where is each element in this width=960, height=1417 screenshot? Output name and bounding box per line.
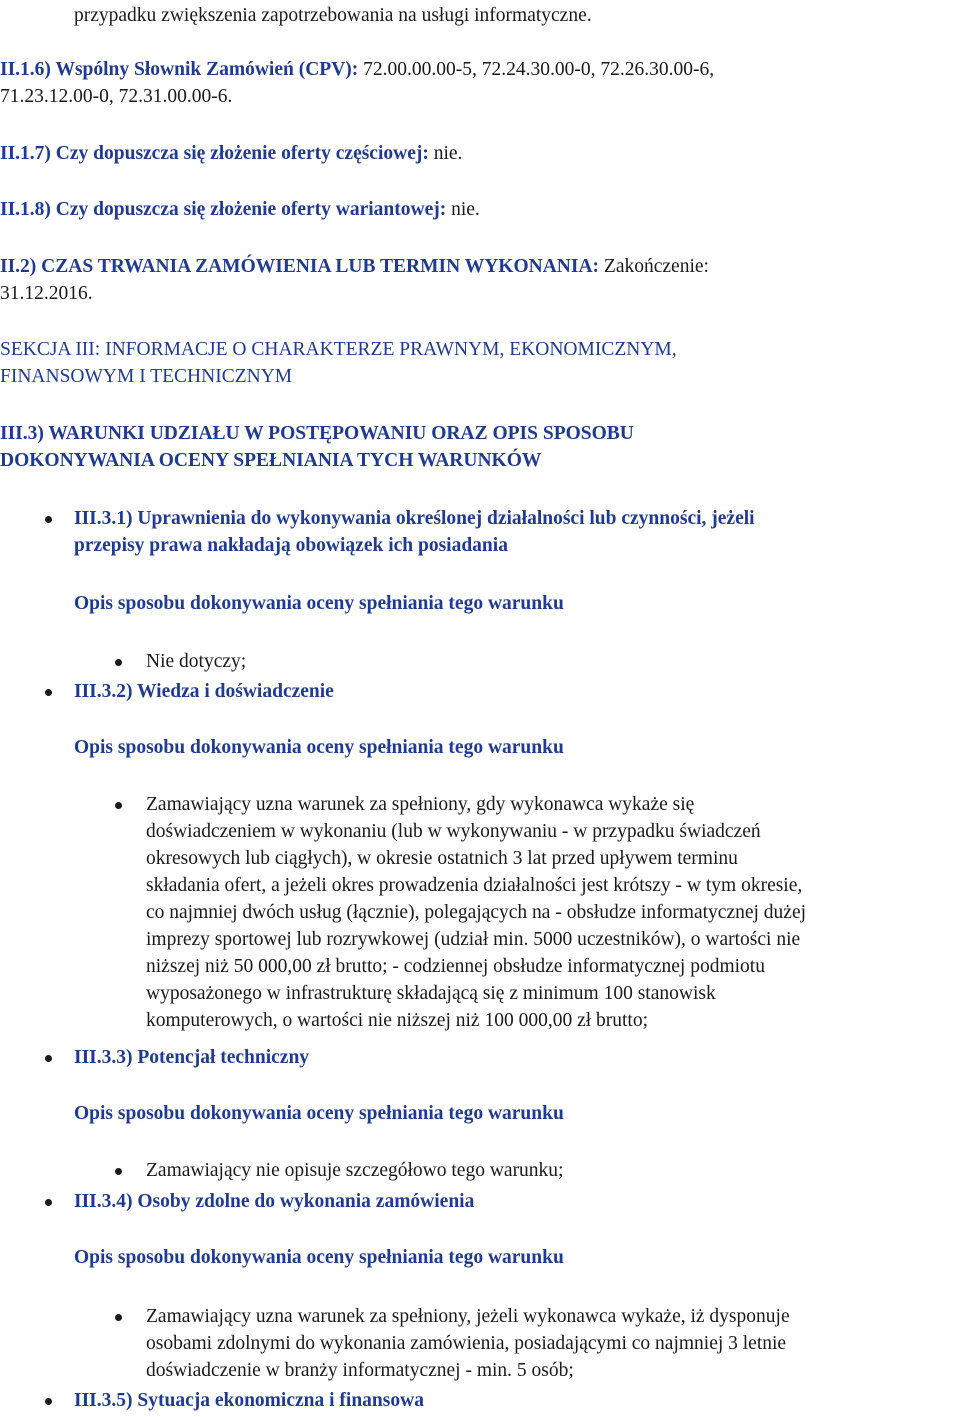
item-heading-5	[74, 1387, 960, 1414]
subsection-title-text-1: III.3) WARUNKI UDZIAŁU W POSTĘPOWANIU ORAZ OPIS SPOSOBU	[0, 423, 634, 444]
item-heading-text: III.3.5) Sytuacja ekonomiczna i finansowa	[74, 1390, 424, 1411]
bullet-icon	[115, 659, 122, 666]
bullet-icon	[45, 1199, 52, 1206]
item-body-4	[146, 1303, 960, 1384]
section-title-text-1: SEKCJA III: INFORMACJE O CHARAKTERZE PRAWNYM, EKONOMICZNYM,	[0, 339, 677, 360]
item-opis-3	[74, 1100, 960, 1127]
item-heading-4	[74, 1188, 960, 1215]
item-heading-1-line-1	[74, 505, 960, 532]
partial-offer-value: nie.	[433, 143, 463, 164]
body-line: niższej niż 50 000,00 zł brutto; - codziennej obsłudze informatycznej podmiotu	[146, 956, 765, 977]
body-line: składania ofert, a jeżeli okres prowadzenia działalności jest krótszy - w tym okresie,	[146, 875, 803, 896]
opis-text: Opis sposobu dokonywania oceny spełniania tego warunku	[74, 1103, 564, 1124]
cpv-value-2: 71.23.12.00-0, 72.31.00.00-6.	[0, 86, 233, 107]
section-title-line-2	[0, 363, 960, 390]
body-line: Zamawiający uzna warunek za spełniony, gdy wykonawca wykaże się	[146, 794, 695, 815]
body-text: Zamawiający nie opisuje szczegółowo tego warunku;	[146, 1160, 564, 1181]
section-title-text-2: FINANSOWYM I TECHNICZNYM	[0, 366, 293, 387]
duration-date: 31.12.2016.	[0, 283, 93, 304]
item-heading-1-line-2	[74, 532, 960, 559]
bullet-icon	[115, 1168, 122, 1175]
cpv-row	[0, 56, 960, 83]
partial-offer-row	[0, 140, 960, 167]
cpv-value-1: 72.00.00.00-5, 72.24.30.00-0, 72.26.30.00-6,	[363, 59, 715, 80]
item-heading-text: III.3.3) Potencjał techniczny	[74, 1047, 310, 1068]
cpv-row-2	[0, 83, 960, 110]
bullet-icon	[45, 1398, 52, 1405]
variant-offer-row	[0, 196, 960, 223]
item-body-3	[146, 1157, 960, 1184]
duration-row	[0, 253, 960, 280]
bullet-icon	[115, 802, 122, 809]
item-heading-3	[74, 1044, 960, 1071]
opis-text: Opis sposobu dokonywania oceny spełniania tego warunku	[74, 737, 564, 758]
cpv-label: II.1.6) Wspólny Słownik Zamówień (CPV):	[0, 59, 359, 80]
body-text: Nie dotyczy;	[146, 651, 247, 672]
body-line: doświadczenie w branży informatycznej - min. 5 osób;	[146, 1360, 574, 1381]
item-heading-text: III.3.4) Osoby zdolne do wykonania zamówienia	[74, 1191, 475, 1212]
bullet-icon	[45, 1055, 52, 1062]
subsection-title-line-1	[0, 420, 960, 447]
partial-offer-label: II.1.7) Czy dopuszcza się złożenie oferty częściowej:	[0, 143, 429, 164]
section-title-line-1	[0, 336, 960, 363]
item-heading-text-2: przepisy prawa nakładają obowiązek ich posiadania	[74, 535, 508, 556]
item-body-2	[146, 791, 960, 1034]
duration-label: II.2) CZAS TRWANIA ZAMÓWIENIA LUB TERMIN WYKONANIA:	[0, 256, 600, 277]
item-opis-1	[74, 590, 960, 617]
item-heading-2	[74, 678, 960, 705]
intro-line	[74, 2, 960, 29]
opis-text: Opis sposobu dokonywania oceny spełniania tego warunku	[74, 1247, 564, 1268]
item-opis-2	[74, 734, 960, 761]
body-line: osobami zdolnymi do wykonania zamówienia, posiadającymi co najmniej 3 letnie	[146, 1333, 787, 1354]
body-line: co najmniej dwóch usług (łącznie), polegających na - obsłudze informatycznej dużej	[146, 902, 807, 923]
body-line: Zamawiający uzna warunek za spełniony, jeżeli wykonawca wykaże, iż dysponuje	[146, 1306, 790, 1327]
body-line: komputerowych, o wartości nie niższej niż 100 000,00 zł brutto;	[146, 1010, 649, 1031]
bullet-icon	[115, 1314, 122, 1321]
item-body-1	[146, 648, 960, 675]
duration-value: Zakończenie:	[603, 256, 709, 277]
body-line: doświadczeniem w wykonaniu (lub w wykonywaniu - w przypadku świadczeń	[146, 821, 761, 842]
body-line: imprezy sportowej lub rozrywkowej (udział min. 5000 uczestników), o wartości nie	[146, 929, 801, 950]
subsection-title-line-2	[0, 447, 960, 474]
body-line: wyposażonego w infrastrukturę składającą się z minimum 100 stanowisk	[146, 983, 716, 1004]
item-heading-text: III.3.1) Uprawnienia do wykonywania określonej działalności lub czynności, jeżeli	[74, 508, 755, 529]
subsection-title-text-2: DOKONYWANIA OCENY SPEŁNIANIA TYCH WARUNKÓW	[0, 450, 542, 471]
intro-text: przypadku zwiększenia zapotrzebowania na usługi informatyczne.	[74, 5, 592, 26]
opis-text: Opis sposobu dokonywania oceny spełniania tego warunku	[74, 593, 564, 614]
variant-offer-value: nie.	[451, 199, 480, 220]
item-opis-4	[74, 1244, 960, 1271]
body-line: okresowych lub ciągłych), w okresie ostatnich 3 lat przed upływem terminu	[146, 848, 738, 869]
bullet-icon	[45, 516, 52, 523]
duration-row-2	[0, 280, 960, 307]
item-heading-text: III.3.2) Wiedza i doświadczenie	[74, 681, 334, 702]
variant-offer-label: II.1.8) Czy dopuszcza się złożenie oferty wariantowej:	[0, 199, 447, 220]
bullet-icon	[45, 689, 52, 696]
